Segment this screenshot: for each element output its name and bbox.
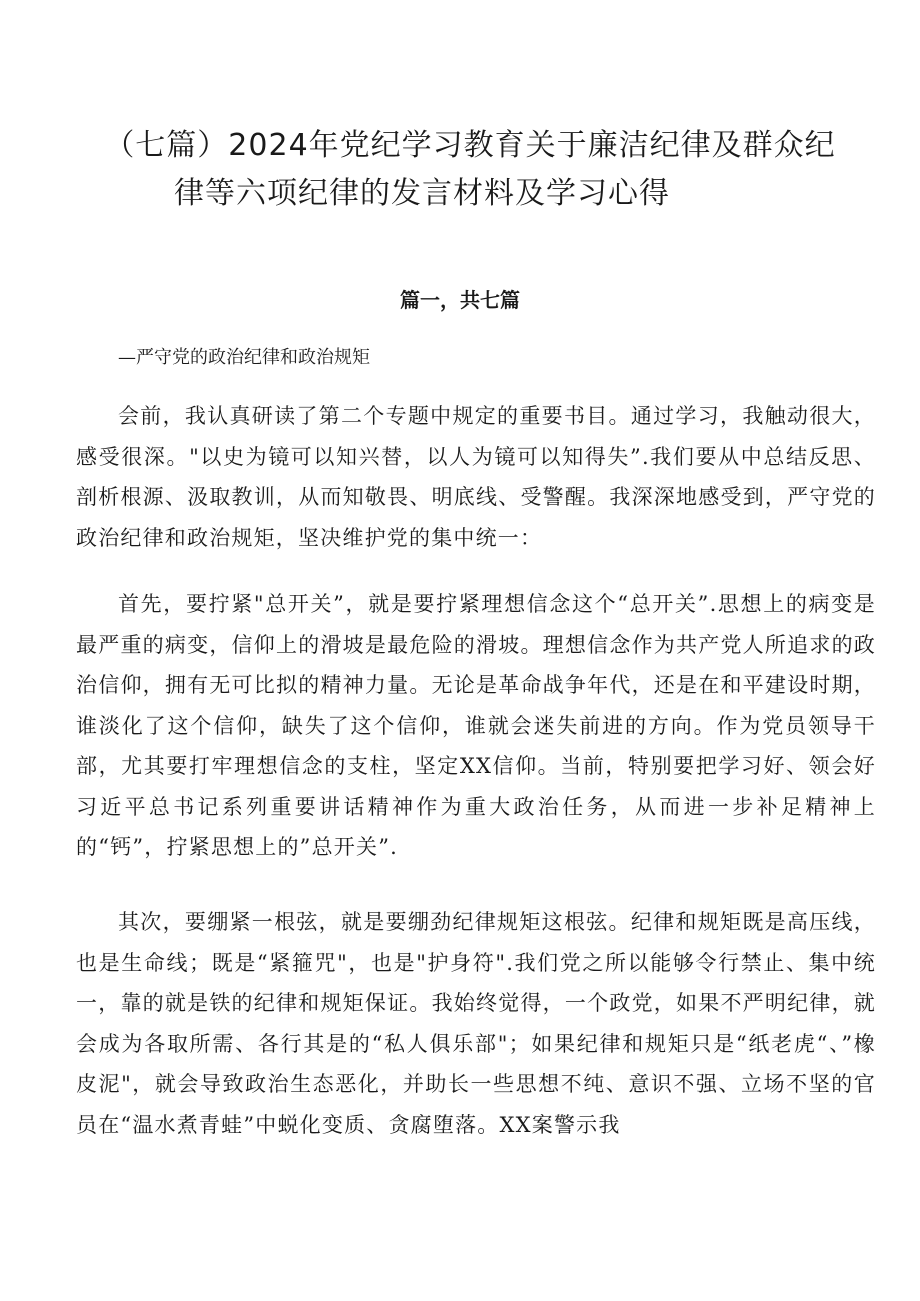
section-heading: 篇一，共七篇 <box>400 288 520 312</box>
document-title <box>60 122 880 218</box>
title-line-2: 律等六项纪律的发言材料及学习心得 <box>174 176 670 211</box>
paragraph-3: 其次，要绷紧一根弦，就是要绷劲纪律规矩这根弦。纪律和规矩既是高压线，也是生命线；既是“紧箍咒"，也是"护身符".我们党之所以能够令行禁止、集中统一，靠的就是铁的纪律和规矩保证。我始终觉得，一个政党，如果不严明纪律，就会成为各取所需、各行其是的“私人俱乐部"；如果纪律和规矩只是“纸老虎“、”橡皮泥"，就会导致政治生态恶化，并助长一些思想不纯、意识不强、立场不坚的官员在“温水煮青蛙”中蜕化变质、贪腐堕落。XX案警示我 <box>76 910 876 1137</box>
subheading: —严守党的政治纪律和政治规矩 <box>118 347 370 368</box>
paragraph-2: 首先，要拧紧"总开关”，就是要拧紧理想信念这个“总开关”.思想上的病变是最严重的病变，信仰上的滑坡是最危险的滑坡。理想信念作为共产党人所追求的政治信仰，拥有无可比拟的精神力量。无论是革命战争年代，还是在和平建设时期，谁淡化了这个信仰，缺失了这个信仰，谁就会迷失前进的方向。作为党员领导干部，尤其要打牢理想信念的支柱，坚定XX信仰。当前，特别要把学习好、领会好习近平总书记系列重要讲话精神作为重大政治任务，从而进一步补足精神上的“钙”，拧紧思想上的”总开关”. <box>76 592 876 859</box>
paragraph-1: 会前，我认真研读了第二个专题中规定的重要书目。通过学习，我触动很大，感受很深。"以史为镜可以知兴替，以人为镜可以知得失”.我们要从中总结反思、剖析根源、汲取教训，从而知敬畏、明底线、受警醒。我深深地感受到，严守党的政治纪律和政治规矩，坚决维护党的集中统一： <box>76 404 876 550</box>
title-line-1: （七篇）2024年党纪学习教育关于廉洁纪律及群众纪 <box>104 128 836 163</box>
